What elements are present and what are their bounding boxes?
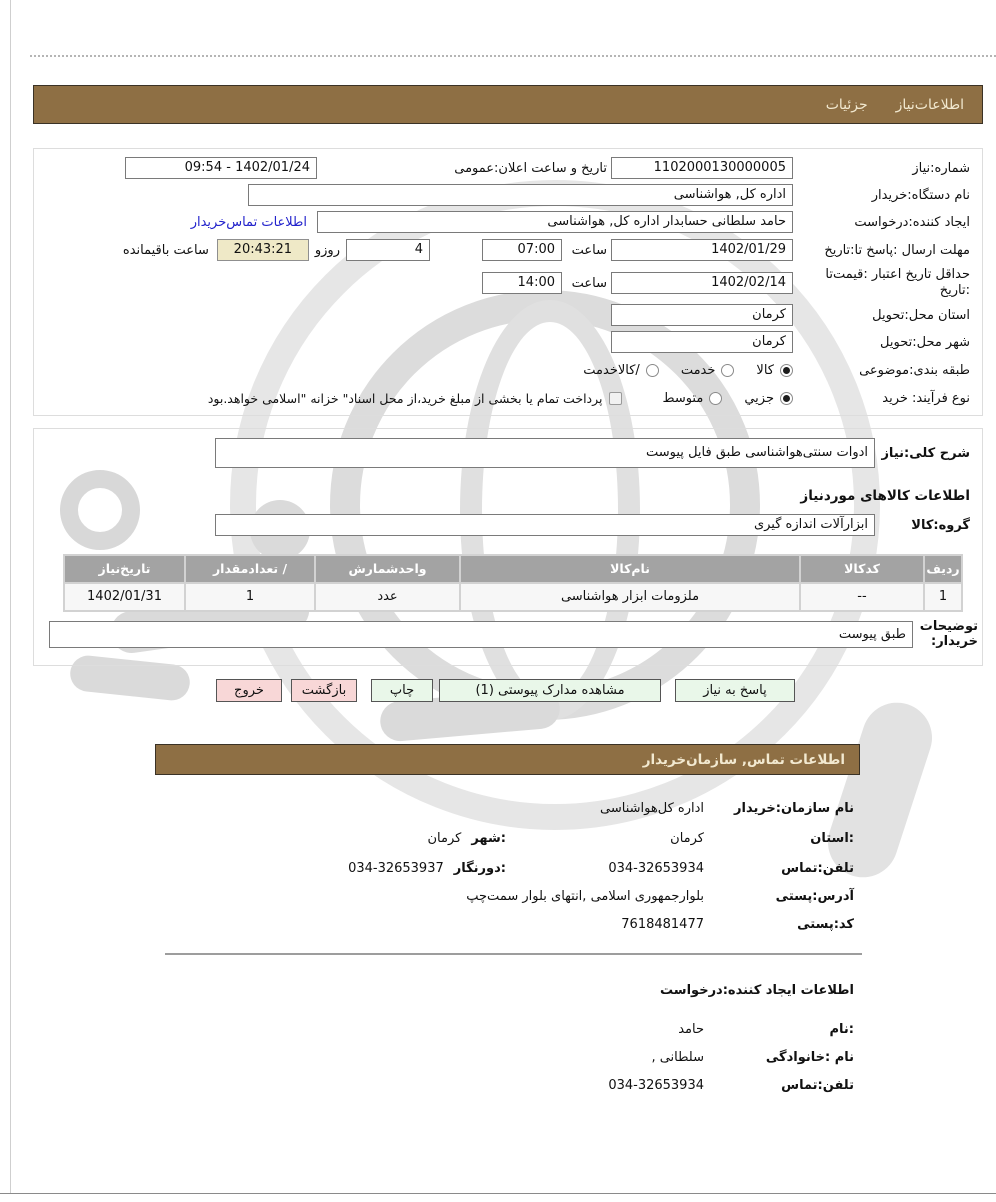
header-bar [33, 85, 983, 124]
org-city-label: :شهر [471, 830, 506, 846]
back-button[interactable]: بازگشت [291, 679, 357, 702]
org-name-label: نام سازمان:خریدار [734, 800, 854, 816]
org-contact-section [155, 775, 860, 945]
org-fax-label: :دورنگار [453, 860, 506, 876]
announce-datetime-label: تاریخ و ساعت اعلان:عمومی [454, 160, 607, 176]
org-fax-value: 034-32653937 [348, 860, 444, 876]
buyer-org-label: نام دستگاه:خریدار [871, 187, 970, 203]
option-goods-label: کالا [756, 362, 774, 378]
print-button[interactable]: چاپ [371, 679, 433, 702]
option-medium-label: متوسط [662, 390, 704, 406]
goods-group-field[interactable]: ابزارآلات اندازه گیری [215, 514, 875, 536]
buyer-notes-field[interactable]: طبق پیوست [49, 621, 913, 648]
page-left-border [10, 0, 11, 1194]
row-need-description [42, 437, 970, 469]
org-name-row [155, 797, 854, 819]
cell-count-unit: عدد [316, 584, 459, 610]
treasury-payment-option[interactable] [208, 391, 623, 406]
org-address-row [155, 885, 854, 907]
price-validity-label-line1: حداقل تاریخ اعتبار :قیمت‌تا [825, 267, 970, 282]
cell-quantity: 1 [186, 584, 314, 610]
buyer-notes-label-line2: :خریدار [931, 634, 978, 649]
option-goods-service[interactable] [583, 363, 659, 378]
need-number-label: شماره:نیاز [912, 160, 970, 176]
price-validity-time-field[interactable]: 14:00 [482, 272, 562, 294]
delivery-province-label: استان محل:تحویل [872, 307, 970, 323]
radio-goods-icon[interactable] [780, 364, 793, 377]
row-price-validity [42, 265, 970, 301]
col-row-number: ردیف [925, 556, 961, 582]
request-creator-section [155, 975, 860, 1105]
goods-info-heading-row [42, 484, 970, 508]
price-validity-label [793, 267, 970, 299]
days-label: روزو [314, 242, 340, 258]
row-need-number [42, 156, 970, 180]
creator-first-name-row [155, 1018, 854, 1040]
request-creator-field[interactable]: حامد سلطانی حسابدار اداره کل, هواشناسی [317, 211, 793, 233]
need-details-panel [33, 428, 983, 666]
delivery-city-field[interactable]: کرمان [611, 331, 793, 353]
org-address-label: آدرس:پستی [775, 888, 854, 904]
org-postal-code-value: 7618481477 [621, 916, 704, 932]
table-row [65, 584, 961, 610]
creator-phone-value: 034-32653934 [608, 1077, 704, 1093]
org-contact-title: اطلاعات تماس, سازمان‌خریدار [642, 751, 845, 768]
goods-table [63, 554, 963, 612]
goods-info-heading: اطلاعات کالاهای موردنیاز [800, 488, 970, 504]
treasury-checkbox-icon[interactable] [609, 392, 622, 405]
buyer-org-field[interactable]: اداره کل, هواشناسی [248, 184, 793, 206]
radio-partial-icon[interactable] [780, 392, 793, 405]
creator-last-name-label: نام :خانوادگی [765, 1049, 854, 1065]
creator-last-name-value: سلطانی , [651, 1049, 704, 1065]
radio-service-icon[interactable] [721, 364, 734, 377]
creator-phone-row [155, 1074, 854, 1096]
subject-classification-label: طبقه بندی:موضوعی [859, 362, 970, 378]
reply-to-need-button[interactable]: پاسخ به نیاز [675, 679, 795, 702]
announce-datetime-field[interactable]: 1402/01/24 - 09:54 [125, 157, 317, 179]
org-phone-label: تلفن:تماس [781, 860, 854, 876]
creator-section-title: اطلاعات ایجاد کننده:درخواست [660, 983, 854, 998]
cell-need-date: 1402/01/31 [65, 584, 184, 610]
price-validity-date-field[interactable]: 1402/02/14 [611, 272, 793, 294]
creator-phone-label: تلفن:تماس [781, 1077, 854, 1093]
option-goods-service-label: /کالاخدمت [583, 362, 640, 378]
treasury-checkbox-label: پرداخت تمام یا بخشی از مبلغ خرید،از محل اسناد" خزانه "اسلامی خواهد.بود [207, 390, 603, 406]
process-type-label: نوع فرآیند: خرید [882, 390, 970, 406]
option-service-label: خدمت [680, 362, 716, 378]
option-medium[interactable] [662, 391, 722, 406]
creator-first-name-label: :نام [829, 1021, 854, 1037]
price-validity-time-label: ساعت [571, 275, 607, 291]
org-province-label: :استان [810, 830, 854, 846]
creator-first-name-value: حامد [678, 1021, 704, 1037]
row-goods-group [42, 513, 970, 537]
org-address-value: بلوارجمهوری اسلامی ,انتهای بلوار سمت‌چپ [466, 888, 704, 904]
org-name-value: اداره کل‌هواشناسی [600, 800, 704, 816]
goods-table-header-row [65, 556, 961, 582]
need-summary-panel [33, 148, 983, 416]
remaining-days-field[interactable]: 4 [346, 239, 430, 261]
row-buyer-org [42, 183, 970, 207]
buyer-notes-label-line1: توضیحات [919, 619, 978, 634]
option-goods[interactable] [756, 363, 793, 378]
row-request-creator [42, 210, 970, 234]
org-city-value: کرمان [427, 830, 462, 846]
org-province-city-row [155, 827, 854, 849]
cell-goods-name: ملزومات ابزار هواشناسی [461, 584, 799, 610]
org-contact-bar [155, 744, 860, 775]
cell-goods-code: -- [801, 584, 923, 610]
need-description-label: شرح کلی:نیاز [881, 445, 970, 461]
row-process-type [42, 386, 970, 410]
org-province-value: کرمان [670, 830, 704, 846]
org-postal-code-row [155, 913, 854, 935]
delivery-province-field[interactable]: کرمان [611, 304, 793, 326]
org-postal-code-label: کد:پستی [797, 916, 854, 932]
need-number-field[interactable]: 1102000130000005 [611, 157, 793, 179]
remaining-hours-label: ساعت باقیمانده [122, 242, 209, 258]
need-description-field[interactable]: ادوات سنتی‌هواشناسی طبق فایل پیوست [215, 438, 875, 468]
exit-button[interactable]: خروج [216, 679, 282, 702]
row-subject-classification [42, 358, 970, 382]
col-quantity: / تعدادمقدار [186, 556, 314, 582]
price-validity-label-line2: :تاریخ [939, 283, 970, 298]
creator-last-name-row [155, 1046, 854, 1068]
row-delivery-province [42, 303, 970, 327]
tab-details[interactable]: جزئیات [825, 96, 868, 113]
view-attachments-button[interactable]: مشاهده مدارک پیوستی (1) [439, 679, 661, 702]
cell-row-number: 1 [925, 584, 961, 610]
goods-group-label: گروه:کالا [911, 517, 970, 533]
radio-goods-service-icon[interactable] [646, 364, 659, 377]
radio-medium-icon[interactable] [709, 392, 722, 405]
top-dotted-separator [30, 55, 996, 57]
row-reply-deadline [42, 238, 970, 262]
col-goods-code: کدکالا [801, 556, 923, 582]
option-partial[interactable] [744, 391, 793, 406]
option-partial-label: جزیي [744, 390, 774, 406]
org-phone-value: 034-32653934 [608, 860, 704, 876]
buyer-notes-label [912, 619, 978, 649]
reply-deadline-label: مهلت ارسال :پاسخ تا:تاریخ [824, 242, 970, 258]
reply-deadline-date-field[interactable]: 1402/01/29 [611, 239, 793, 261]
request-creator-label: ایجاد کننده:درخواست [854, 214, 970, 230]
reply-deadline-time-field[interactable]: 07:00 [482, 239, 562, 261]
delivery-city-label: شهر محل:تحویل [880, 334, 970, 350]
org-phone-fax-row [155, 857, 854, 879]
page-bottom-border [0, 1193, 996, 1194]
col-goods-name: نام‌کالا [461, 556, 799, 582]
countdown-timer: 20:43:21 [217, 239, 309, 261]
action-buttons [216, 679, 795, 702]
row-delivery-city [42, 330, 970, 354]
col-count-unit: واحدشمارش [316, 556, 459, 582]
buyer-contact-link[interactable]: اطلاعات تماس‌خریدار [190, 214, 307, 230]
col-need-date: تاریخ‌نیاز [65, 556, 184, 582]
tab-need-info[interactable]: اطلاعات‌نیاز [895, 96, 964, 113]
option-service[interactable] [681, 363, 735, 378]
reply-deadline-time-label: ساعت [571, 242, 607, 258]
section-divider [165, 953, 862, 955]
